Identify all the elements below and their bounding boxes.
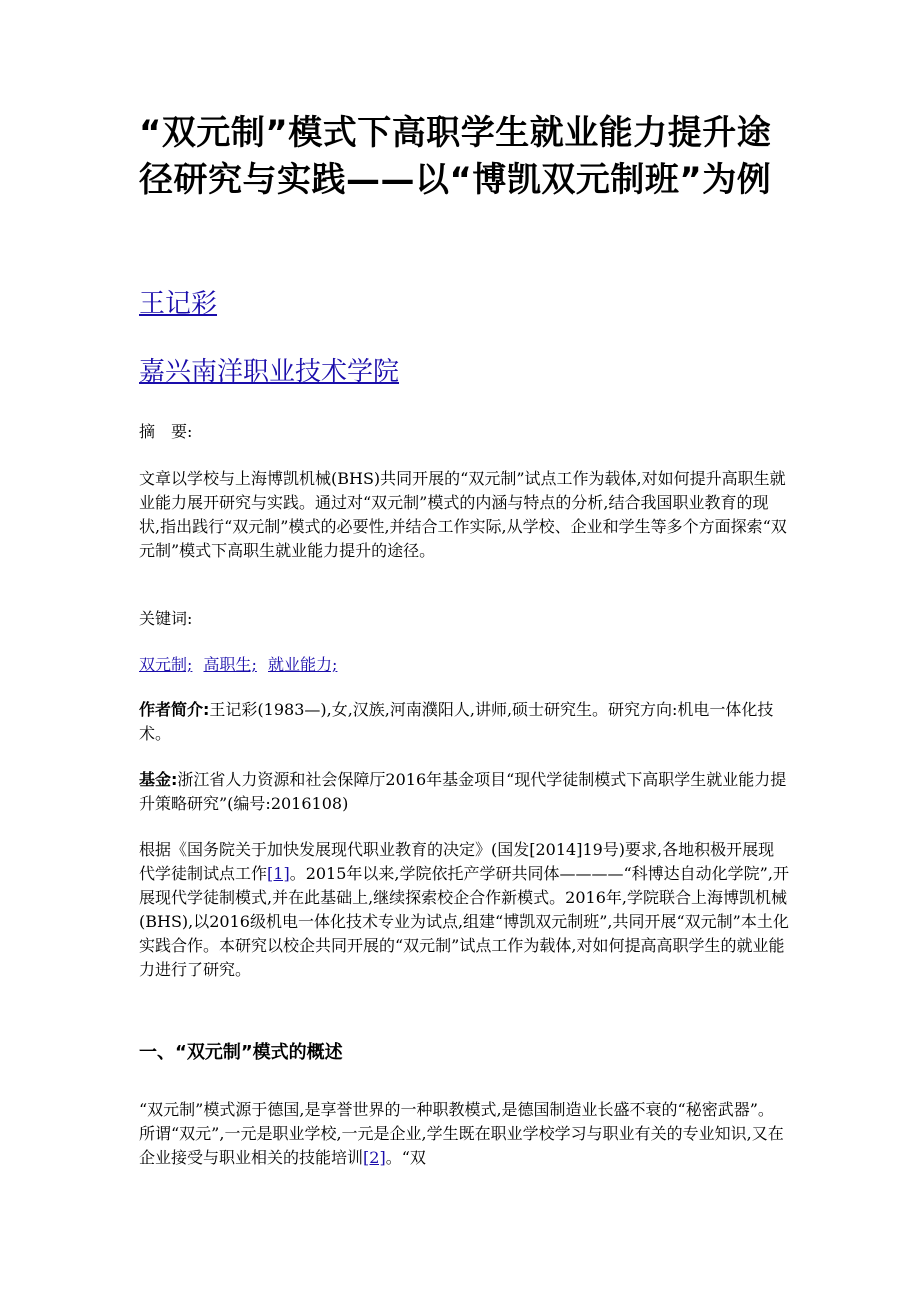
affiliation[interactable] bbox=[139, 354, 399, 390]
author-bio bbox=[139, 698, 789, 746]
reference-link-1[interactable]: [1] bbox=[267, 864, 290, 883]
fund-label: 基金: bbox=[139, 770, 178, 789]
abstract-text: 文章以学校与上海博凯机械(BHS)共同开展的“双元制”试点工作为载体,对如何提升高职生就业能力展开研究与实践。通过对“双元制”模式的内涵与特点的分析,结合我国职业教育的现状,指出践行“双元制”模式的必要性,并结合工作实际,从学校、企业和学生等多个方面探索“双元制”模式下高职生就业能力提升的途径。 bbox=[139, 469, 787, 560]
intro-text-part1: 根据《国务院关于加快发展现代职业教育的决定》(国发[2014]19号)要求,各地积极开展现代学徒制试点工作 bbox=[139, 840, 775, 883]
intro-text-part2: 。2015年以来,学院依托产学研共同体————“科博达自动化学院”,开展现代学徒制模式,并在此基础上,继续探索校企合作新模式。2016年,学院联合上海博凯机械(BHS),以2016级机电一体化技术专业为试点,组建“博凯双元制班”,共同开展“双元制”本土化实践合作。本研究以校企共同开展的“双元制”试点工作为载体,对如何提高高职学生的就业能力进行了研究。 bbox=[139, 864, 789, 979]
section1-paragraph bbox=[139, 1098, 789, 1170]
bio-label: 作者简介: bbox=[139, 700, 210, 719]
keywords-label: 关键词: bbox=[139, 609, 193, 628]
section1-text-part1: “双元制”模式源于德国,是享誉世界的一种职教模式,是德国制造业长盛不衰的“秘密武器”。所谓“双元”,一元是职业学校,一元是企业,学生既在职业学校学习与职业有关的专业知识,又在企业接受与职业相关的技能培训 bbox=[139, 1100, 784, 1167]
bio-text: 王记彩(1983—),女,汉族,河南濮阳人,讲师,硕士研究生。研究方向:机电一体化技术。 bbox=[139, 700, 774, 743]
intro-paragraph bbox=[139, 838, 789, 982]
affiliation-link[interactable]: 嘉兴南洋职业技术学院 bbox=[139, 357, 400, 387]
abstract-label: 摘 要: bbox=[139, 422, 193, 441]
keyword-link[interactable]: 双元制; bbox=[139, 655, 193, 674]
section-heading-1: 一、“双元制”模式的概述 bbox=[139, 1042, 343, 1063]
keyword-link[interactable]: 高职生; bbox=[203, 655, 257, 674]
keywords-list bbox=[139, 653, 789, 677]
section1-text-part2: 。“双 bbox=[385, 1148, 426, 1167]
author-link[interactable]: 王记彩 bbox=[139, 289, 218, 319]
keyword-link[interactable]: 就业能力; bbox=[268, 655, 338, 674]
paper-title: “双元制”模式下高职学生就业能力提升途径研究与实践——以“博凯双元制班”为例 bbox=[139, 113, 772, 200]
fund-info bbox=[139, 768, 789, 816]
author-name-link[interactable] bbox=[139, 286, 217, 322]
reference-link-2[interactable]: [2] bbox=[363, 1148, 386, 1167]
fund-text: 浙江省人力资源和社会保障厅2016年基金项目“现代学徒制模式下高职学生就业能力提升策略研究”(编号:2016108) bbox=[139, 770, 787, 813]
